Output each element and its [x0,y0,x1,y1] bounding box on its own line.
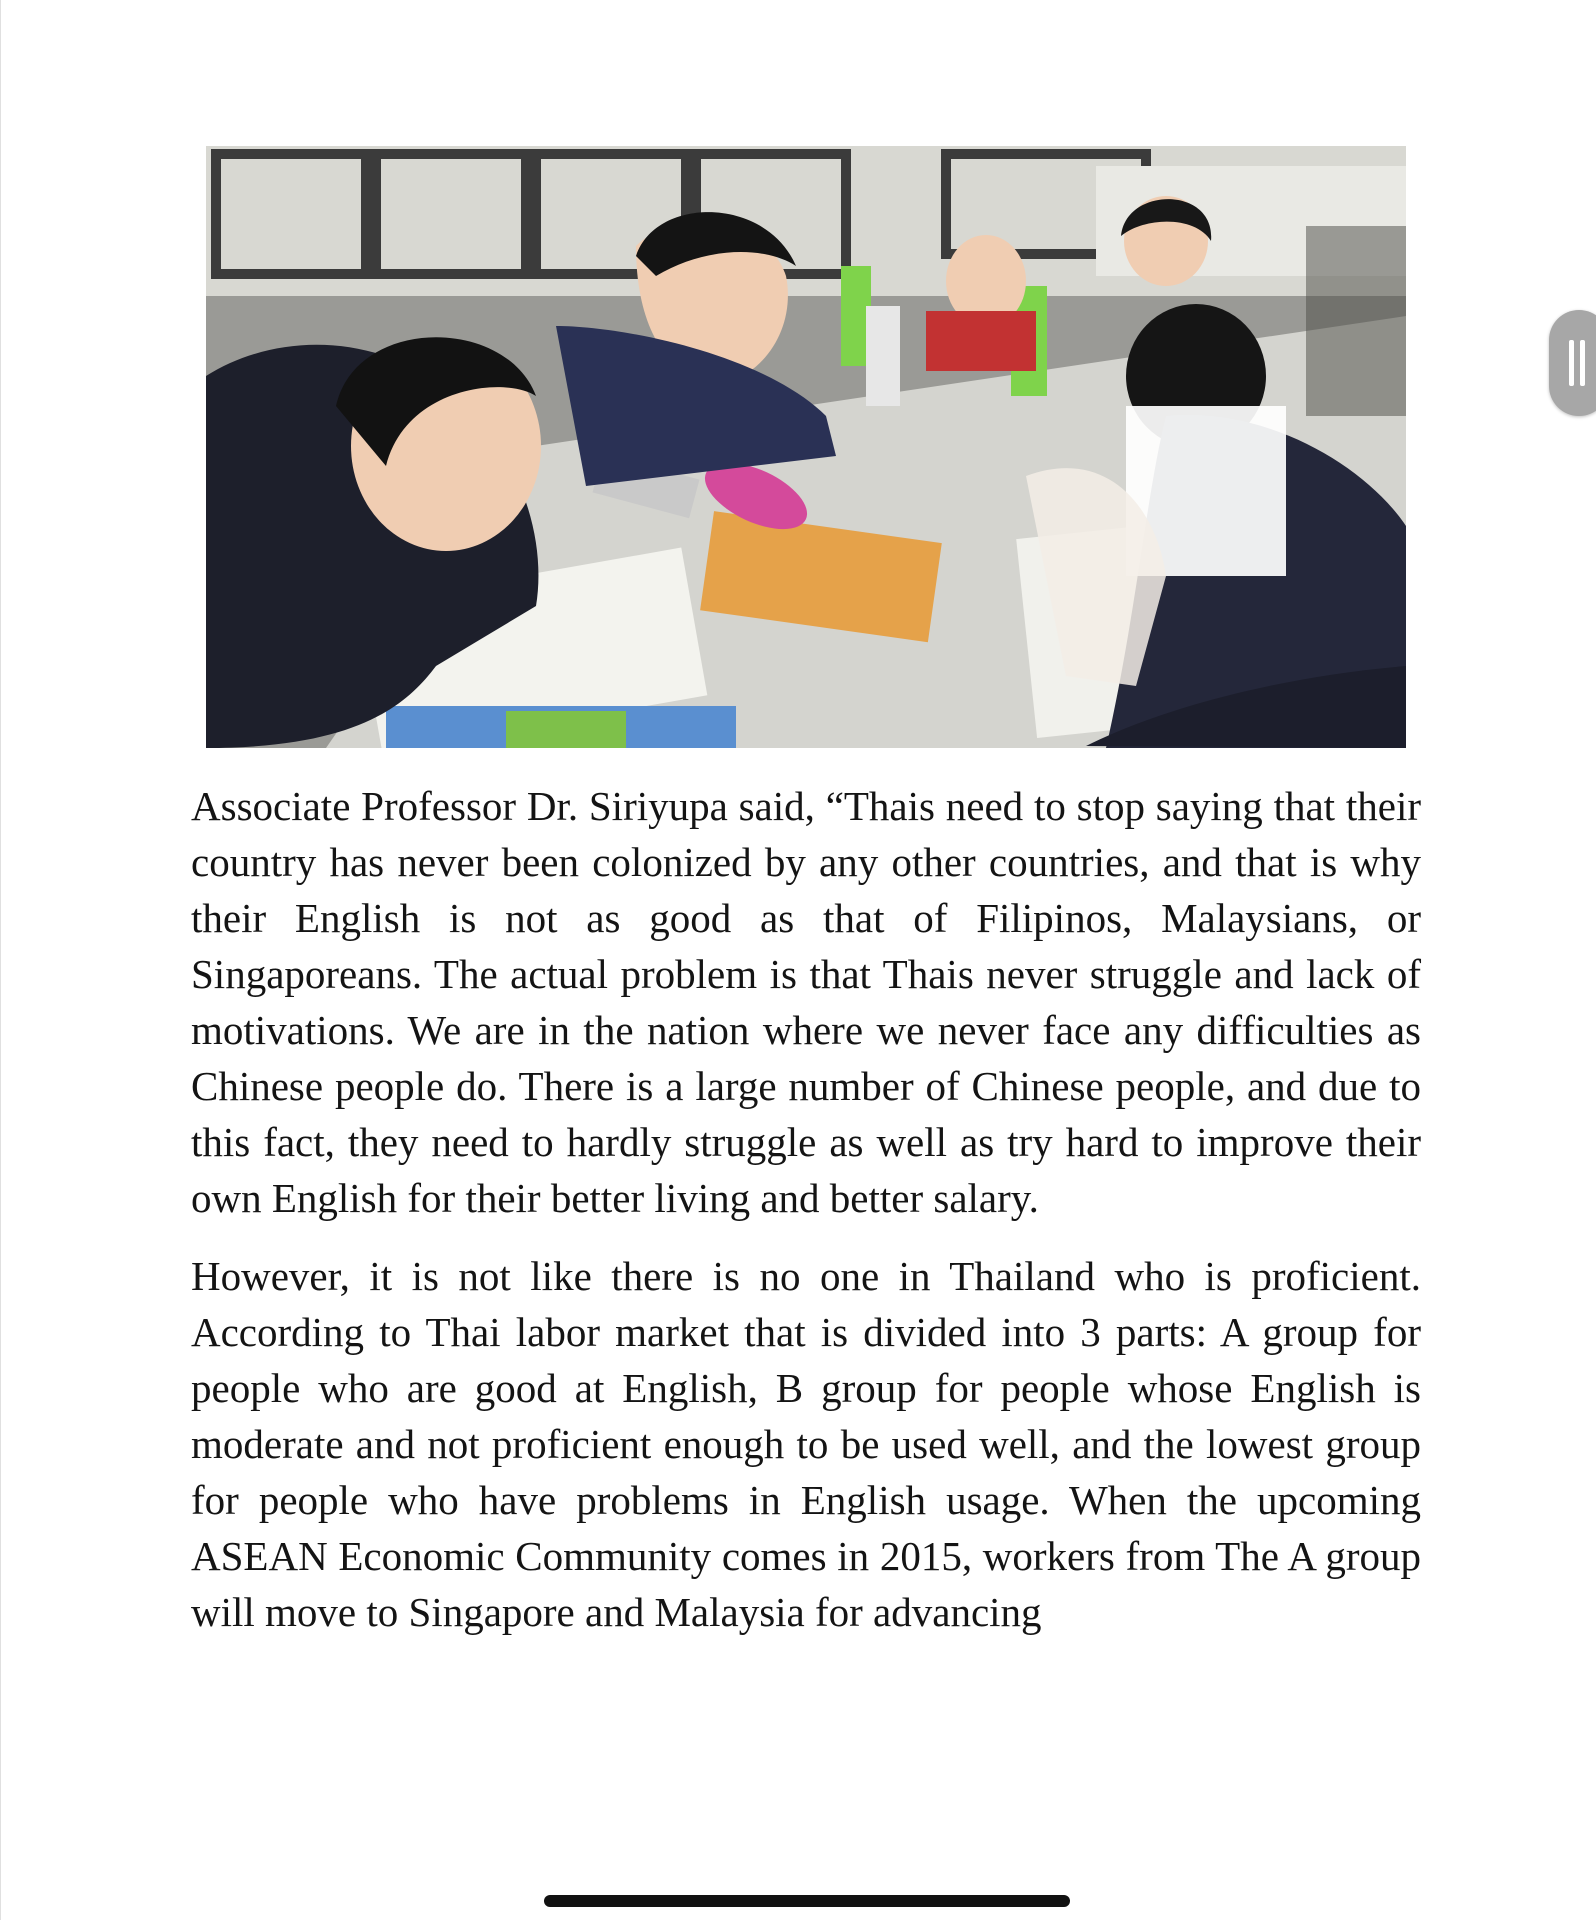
handle-bar-right [1580,340,1585,386]
home-indicator-bar[interactable] [544,1895,1070,1907]
paragraph-1: Associate Professor Dr. Siriyupa said, “Thais need to stop saying that their country has never been colonized by any other countries, and that is why their English is not as good as that of Filipinos, Malaysians, or Singaporeans. The actual problem is that Thais never struggle and lack of motivations. We are in the nation where we never face any difficulties as Chinese people do. There is a large number of Chinese people, and due to this fact, they need to hardly struggle as well as try hard to improve their own English for their better living and better salary. [191,783,1421,1221]
classroom-photo [206,146,1406,748]
handle-bar-left [1569,340,1574,386]
paragraph-2: However, it is not like there is no one in Thailand who is proficient. According to Thai labor market that is divided into 3 parts: A group for people who are good at English, B group for people whose English is moderate and not proficient enough to be used well, and the lowest group for people who have problems in English usage. When the upcoming ASEAN Economic Community comes in 2015, workers from The A group will move to Singapore and Malaysia for advancing [191,1253,1421,1635]
drag-handle-icon[interactable] [1549,310,1596,416]
